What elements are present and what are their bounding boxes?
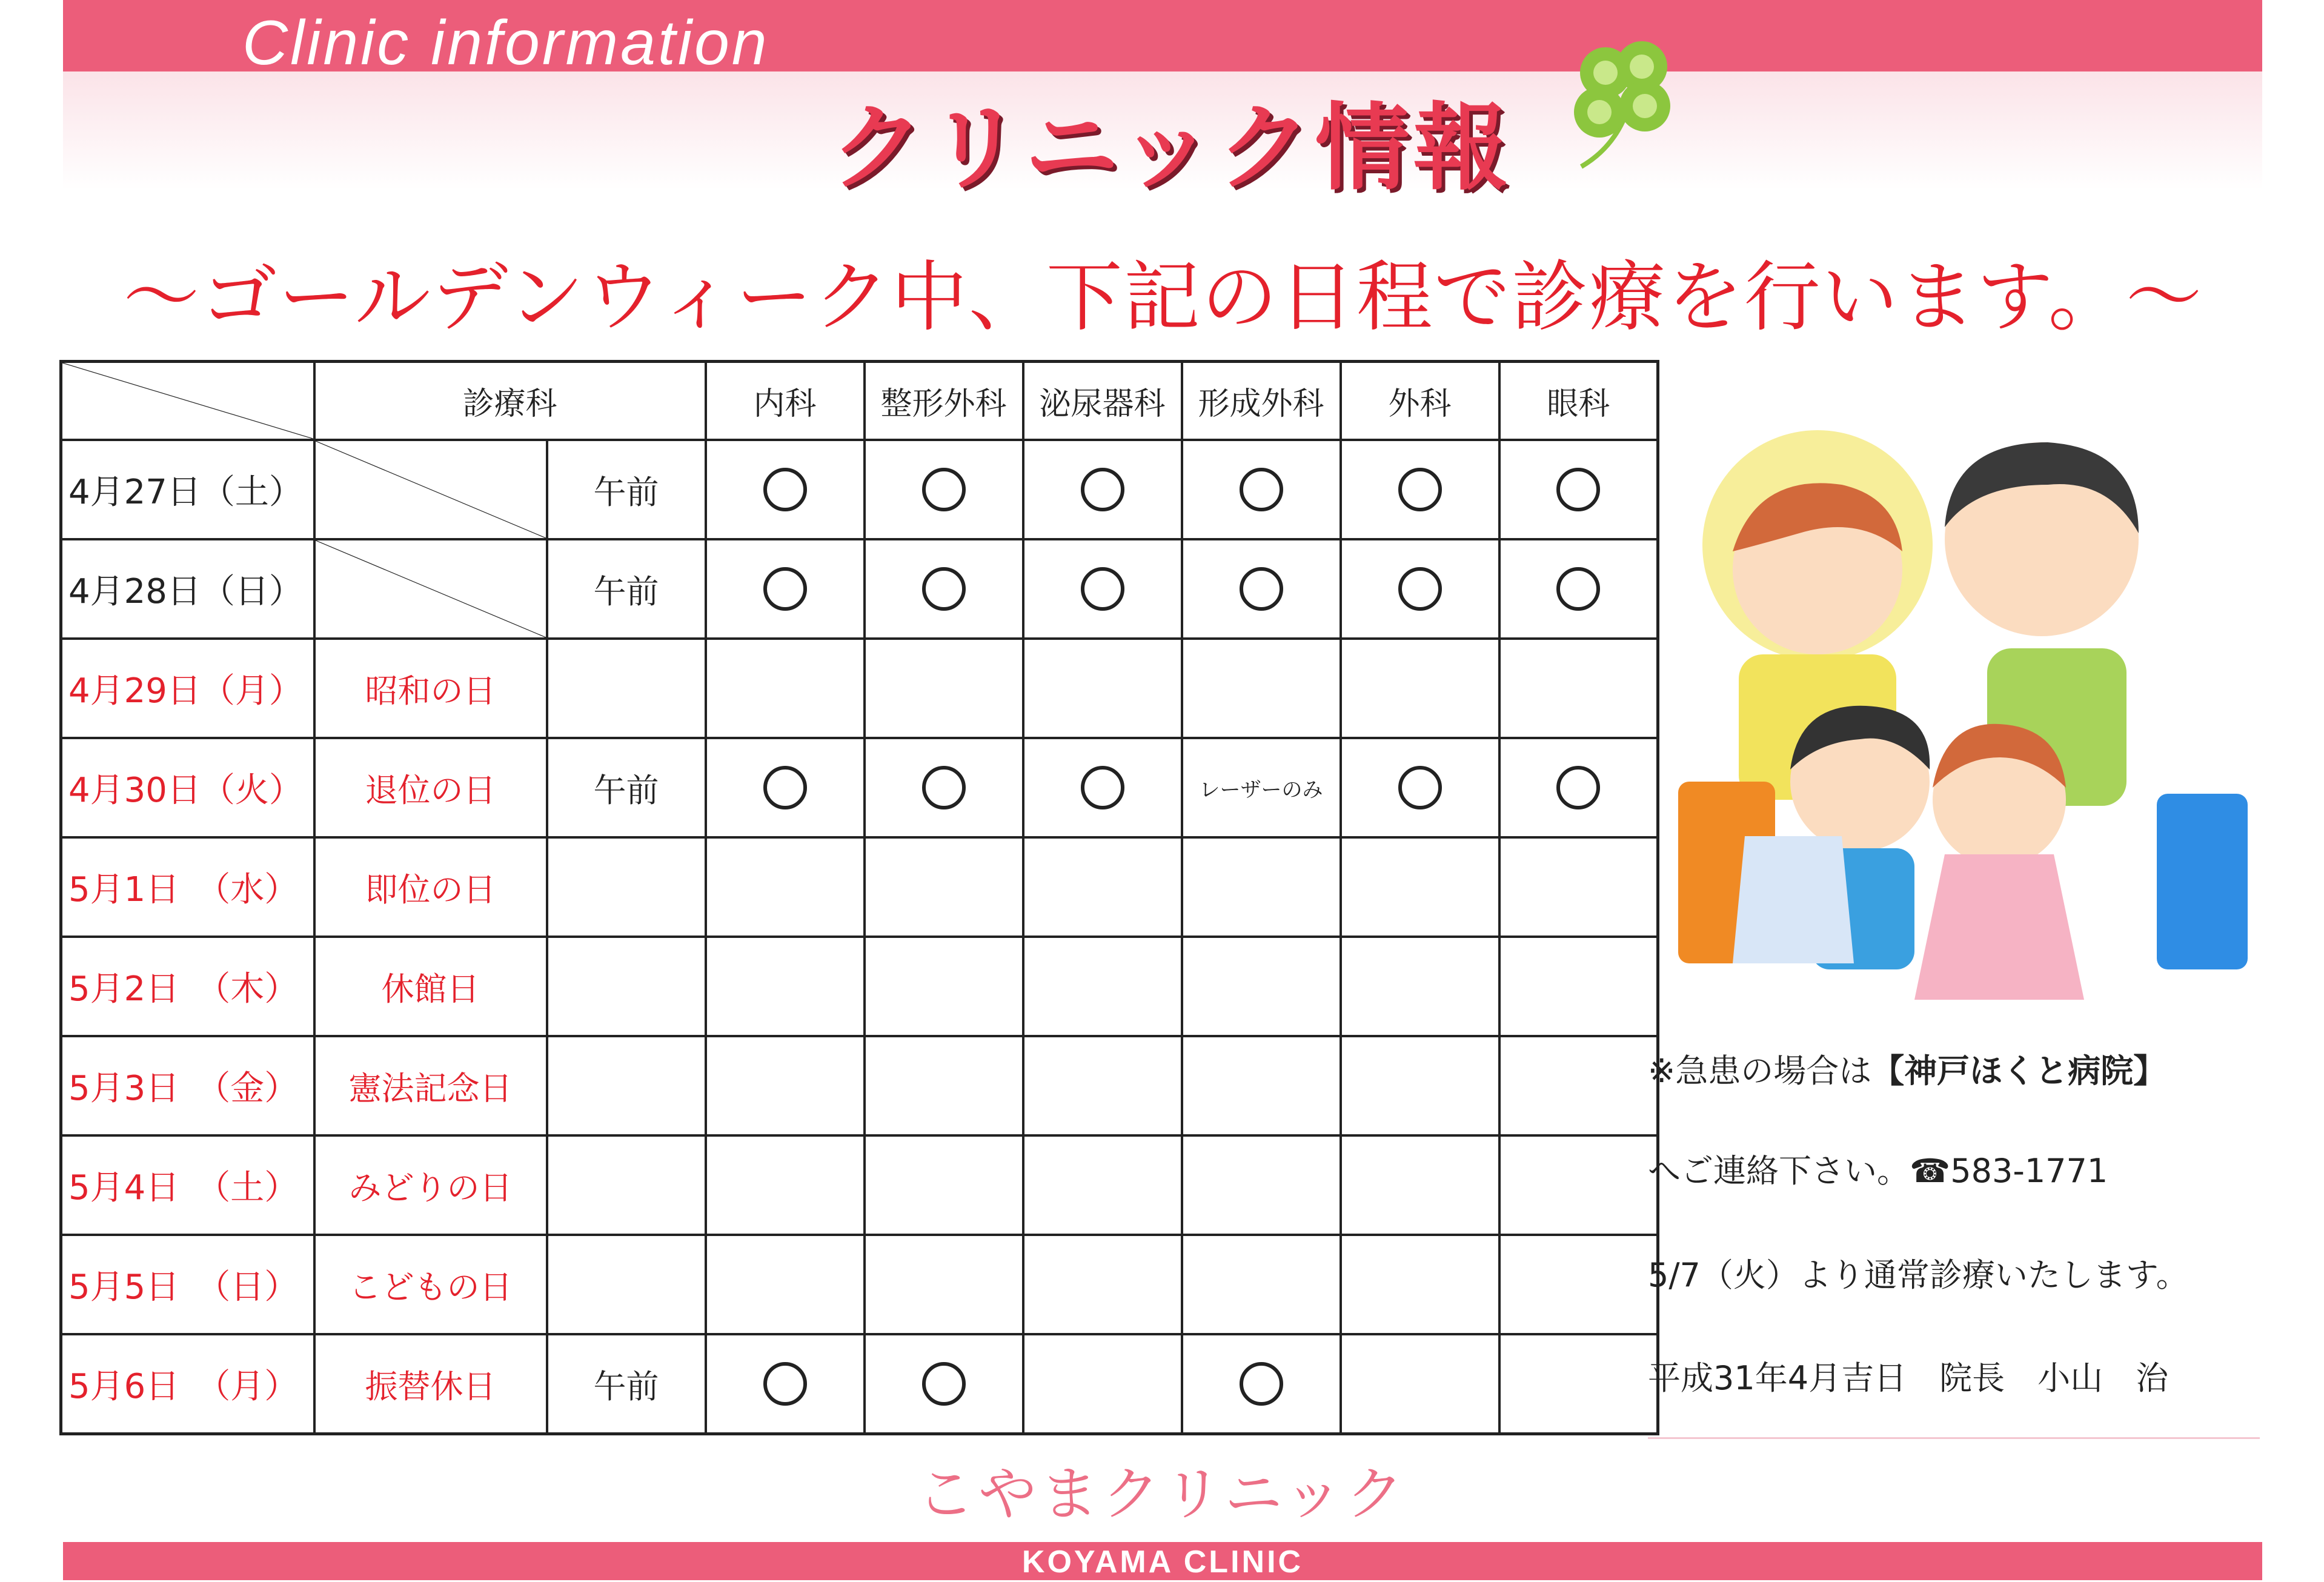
empty-cell bbox=[706, 1235, 865, 1334]
clinic-name-en: KOYAMA CLINIC bbox=[1021, 1544, 1304, 1580]
open-circle-icon bbox=[763, 468, 807, 511]
session-cell: 午前 bbox=[547, 539, 706, 639]
session-cell bbox=[547, 1135, 706, 1235]
open-circle-icon bbox=[1398, 567, 1442, 611]
holiday-cell: 退位の日 bbox=[314, 738, 547, 837]
dept-label: 診療科 bbox=[314, 362, 706, 440]
open-cell bbox=[1499, 539, 1658, 639]
open-circle-icon bbox=[1240, 468, 1283, 511]
holiday-cell: 昭和の日 bbox=[314, 639, 547, 738]
open-circle-icon bbox=[1081, 468, 1124, 511]
table-row bbox=[61, 639, 1658, 738]
date-cell: 4月29日（月） bbox=[61, 639, 314, 738]
dept-header: 内科 bbox=[706, 362, 865, 440]
empty-cell bbox=[865, 937, 1023, 1036]
open-circle-icon bbox=[1556, 567, 1600, 611]
announcement-subtitle: ～ゴールデンウィーク中、下記の日程で診療を行います。～ bbox=[123, 253, 2203, 342]
empty-cell bbox=[1341, 639, 1499, 738]
date-cell: 5月3日 （金） bbox=[61, 1036, 314, 1135]
empty-cell bbox=[1341, 1036, 1499, 1135]
open-cell bbox=[1341, 440, 1499, 539]
empty-cell bbox=[1499, 1135, 1658, 1235]
open-cell bbox=[1341, 539, 1499, 639]
open-circle-icon bbox=[1240, 1362, 1283, 1406]
session-cell bbox=[547, 837, 706, 937]
empty-cell bbox=[1023, 1135, 1182, 1235]
phone-number: ☎583-1771 bbox=[1910, 1152, 2108, 1190]
note-cell: レーザーのみ bbox=[1182, 738, 1341, 837]
open-circle-icon bbox=[1556, 468, 1600, 511]
open-cell bbox=[1023, 440, 1182, 539]
open-cell bbox=[706, 440, 865, 539]
blank-holiday-cell bbox=[314, 440, 547, 539]
note-divider bbox=[1648, 1437, 2260, 1439]
header-title-en: Clinic information bbox=[242, 8, 769, 78]
empty-cell bbox=[1341, 1235, 1499, 1334]
emergency-prefix: ※急患の場合は bbox=[1648, 1052, 1872, 1090]
open-cell bbox=[1023, 738, 1182, 837]
empty-cell bbox=[1182, 1235, 1341, 1334]
empty-cell bbox=[1499, 837, 1658, 937]
clinic-name-jp: こやまクリニック bbox=[916, 1460, 1408, 1528]
empty-cell bbox=[706, 1135, 865, 1235]
table-row bbox=[61, 738, 1658, 837]
open-cell bbox=[1499, 738, 1658, 837]
empty-cell bbox=[1182, 837, 1341, 937]
empty-cell bbox=[1499, 1036, 1658, 1135]
empty-cell bbox=[706, 1036, 865, 1135]
empty-cell bbox=[865, 1036, 1023, 1135]
session-cell bbox=[547, 937, 706, 1036]
open-cell bbox=[706, 1334, 865, 1434]
empty-cell bbox=[865, 1235, 1023, 1334]
open-circle-icon bbox=[922, 766, 966, 809]
empty-cell bbox=[1499, 937, 1658, 1036]
empty-cell bbox=[1023, 1036, 1182, 1135]
resume-note: 5/7（火）より通常診療いたします。 bbox=[1648, 1256, 2189, 1294]
holiday-cell: 振替休日 bbox=[314, 1334, 547, 1434]
open-cell bbox=[865, 440, 1023, 539]
date-cell: 5月1日 （水） bbox=[61, 837, 314, 937]
empty-cell bbox=[1499, 1235, 1658, 1334]
contact-prefix: へご連絡下さい。 bbox=[1648, 1152, 1910, 1190]
table-row bbox=[61, 1135, 1658, 1235]
open-circle-icon bbox=[763, 1362, 807, 1406]
empty-cell bbox=[1023, 1334, 1182, 1434]
table-row bbox=[61, 937, 1658, 1036]
holiday-cell: 憲法記念日 bbox=[314, 1036, 547, 1135]
dept-header: 外科 bbox=[1341, 362, 1499, 440]
session-cell: 午前 bbox=[547, 1334, 706, 1434]
open-cell bbox=[865, 539, 1023, 639]
open-circle-icon bbox=[1240, 567, 1283, 611]
empty-cell bbox=[1023, 1235, 1182, 1334]
date-cell: 5月5日 （日） bbox=[61, 1235, 314, 1334]
open-cell bbox=[1182, 539, 1341, 639]
table-row bbox=[61, 1235, 1658, 1334]
header-title-jp: クリニック情報 bbox=[830, 93, 1512, 203]
empty-cell bbox=[706, 639, 865, 738]
footer-band bbox=[63, 1542, 2262, 1580]
open-cell bbox=[1023, 539, 1182, 639]
open-cell bbox=[1182, 1334, 1341, 1434]
clover-icon bbox=[1539, 30, 1708, 176]
open-cell bbox=[1182, 440, 1341, 539]
empty-cell bbox=[706, 837, 865, 937]
table-row bbox=[61, 440, 1658, 539]
dept-header: 眼科 bbox=[1499, 362, 1658, 440]
open-cell bbox=[706, 738, 865, 837]
date-cell: 4月30日（火） bbox=[61, 738, 314, 837]
open-circle-icon bbox=[1398, 766, 1442, 809]
open-circle-icon bbox=[922, 468, 966, 511]
open-circle-icon bbox=[763, 766, 807, 809]
open-circle-icon bbox=[922, 567, 966, 611]
empty-cell bbox=[1023, 837, 1182, 937]
empty-cell bbox=[1182, 1036, 1341, 1135]
holiday-cell: 即位の日 bbox=[314, 837, 547, 937]
session-cell: 午前 bbox=[547, 440, 706, 539]
empty-cell bbox=[865, 837, 1023, 937]
contact-note bbox=[1648, 1145, 2108, 1192]
emergency-hospital: 【神戸ほくと病院】 bbox=[1871, 1052, 2166, 1090]
dept-header: 整形外科 bbox=[865, 362, 1023, 440]
date-cell: 5月6日 （月） bbox=[61, 1334, 314, 1434]
empty-cell bbox=[865, 639, 1023, 738]
date-cell: 4月28日（日） bbox=[61, 539, 314, 639]
empty-cell bbox=[1341, 1334, 1499, 1434]
open-circle-icon bbox=[1556, 766, 1600, 809]
dept-header: 泌尿器科 bbox=[1023, 362, 1182, 440]
empty-cell bbox=[1182, 1135, 1341, 1235]
open-circle-icon bbox=[922, 1362, 966, 1406]
holiday-cell: みどりの日 bbox=[314, 1135, 547, 1235]
open-cell bbox=[1499, 440, 1658, 539]
date-cell: 4月27日（土） bbox=[61, 440, 314, 539]
open-cell bbox=[865, 738, 1023, 837]
empty-cell bbox=[1023, 937, 1182, 1036]
date-cell: 5月4日 （土） bbox=[61, 1135, 314, 1235]
empty-cell bbox=[1182, 639, 1341, 738]
blank-holiday-cell bbox=[314, 539, 547, 639]
open-circle-icon bbox=[763, 567, 807, 611]
open-circle-icon bbox=[1081, 766, 1124, 809]
family-illustration bbox=[1660, 418, 2254, 1048]
session-cell bbox=[547, 1036, 706, 1135]
open-cell bbox=[706, 539, 865, 639]
empty-cell bbox=[865, 1135, 1023, 1235]
empty-cell bbox=[1182, 937, 1341, 1036]
table-header-row bbox=[61, 362, 1658, 440]
empty-cell bbox=[1023, 639, 1182, 738]
table-row bbox=[61, 1036, 1658, 1135]
empty-cell bbox=[1499, 1334, 1658, 1434]
empty-cell bbox=[1499, 639, 1658, 738]
empty-cell bbox=[1341, 1135, 1499, 1235]
session-cell: 午前 bbox=[547, 738, 706, 837]
session-cell bbox=[547, 1235, 706, 1334]
holiday-cell: 休館日 bbox=[314, 937, 547, 1036]
table-row bbox=[61, 837, 1658, 937]
table-row bbox=[61, 539, 1658, 639]
open-circle-icon bbox=[1081, 567, 1124, 611]
corner-cell bbox=[61, 362, 314, 440]
signature-note: 平成31年4月吉日 院長 小山 治 bbox=[1648, 1359, 2169, 1397]
open-circle-icon bbox=[1398, 468, 1442, 511]
session-cell bbox=[547, 639, 706, 738]
holiday-cell: こどもの日 bbox=[314, 1235, 547, 1334]
empty-cell bbox=[1341, 837, 1499, 937]
emergency-note bbox=[1648, 1045, 2166, 1092]
dept-header: 形成外科 bbox=[1182, 362, 1341, 440]
open-cell bbox=[1341, 738, 1499, 837]
empty-cell bbox=[1341, 937, 1499, 1036]
empty-cell bbox=[706, 937, 865, 1036]
table-row bbox=[61, 1334, 1658, 1434]
open-cell bbox=[865, 1334, 1023, 1434]
schedule-table bbox=[59, 360, 1659, 1435]
date-cell: 5月2日 （木） bbox=[61, 937, 314, 1036]
